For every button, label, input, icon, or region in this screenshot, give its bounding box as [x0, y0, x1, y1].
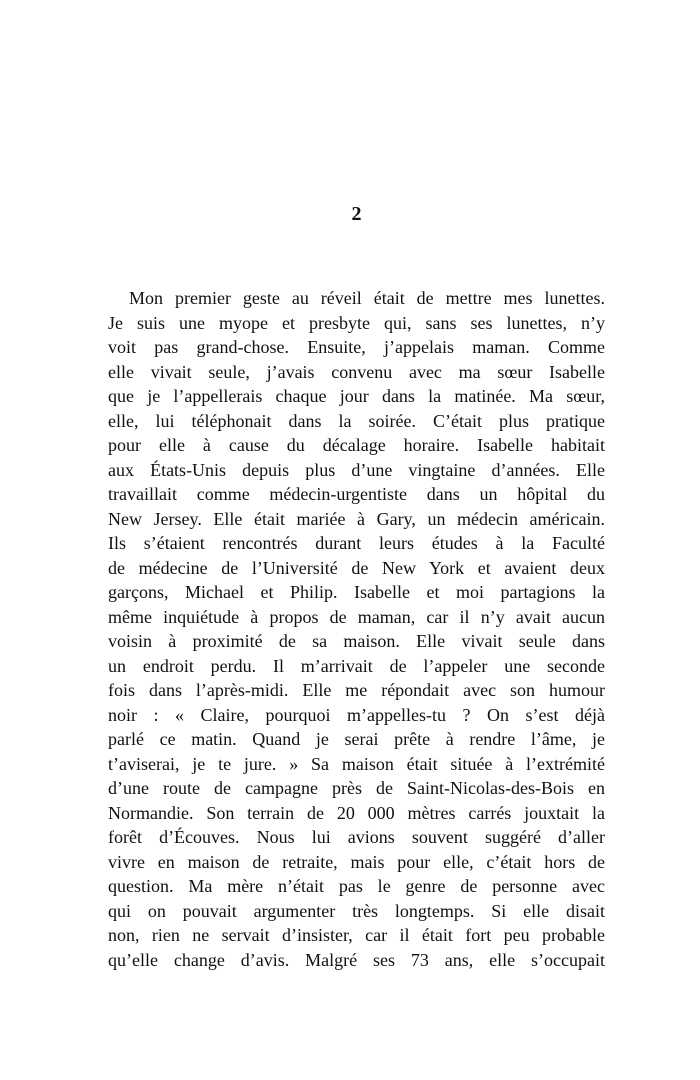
body-text-line: qui on pouvait argumenter très longtemps. Si elle disait: [108, 900, 605, 921]
body-text-line: de médecine de l’Université de New York et avaient deux: [108, 557, 605, 578]
body-text-line: non, rien ne servait d’insister, car il était fort peu probable: [108, 925, 605, 945]
body-text-line: Ils s’étaient rencontrés durant leurs études à la Faculté: [108, 533, 605, 553]
body-text-line: même inquiétude à propos de maman, car il n’y avait aucun: [108, 606, 605, 627]
body-text-line: Normandie. Son terrain de 20 000 mètres carrés jouxtait la: [108, 802, 605, 823]
body-text-line: parlé ce matin. Quand je serai prête à rendre l’âme, je: [108, 729, 605, 749]
body-text-line: d’une route de campagne près de Saint-Nicolas-des-Bois en: [108, 778, 605, 798]
body-text-line: voisin à proximité de sa maison. Elle vivait seule dans: [108, 631, 605, 651]
body-text-line: fois dans l’après-midi. Elle me répondait avec son humour: [108, 680, 605, 700]
body-text-line: noir : « Claire, pourquoi m’appelles-tu ? On s’est déjà: [108, 704, 605, 725]
body-text-line: travaillait comme médecin-urgentiste dans un hôpital du: [108, 484, 605, 504]
body-text-block: [108, 286, 605, 972]
body-text-line: un endroit perdu. Il m’arrivait de l’appeler une seconde: [108, 655, 605, 676]
body-text-line: voit pas grand-chose. Ensuite, j’appelais maman. Comme: [108, 337, 605, 357]
body-text-line: pour elle à cause du décalage horaire. Isabelle habitait: [108, 435, 605, 455]
body-text-line: New Jersey. Elle était mariée à Gary, un médecin américain.: [108, 508, 605, 529]
body-text-line: Mon premier geste au réveil était de mettre mes lunettes.: [129, 288, 605, 308]
chapter-number: 2: [351, 203, 362, 225]
body-text-line: question. Ma mère n’était pas le genre de personne avec: [108, 876, 605, 896]
body-text-line: garçons, Michael et Philip. Isabelle et moi partagions la: [108, 582, 605, 602]
body-text-line: elle, lui téléphonait dans la soirée. C’était plus pratique: [108, 410, 605, 431]
body-text-line: t’aviserai, je te jure. » Sa maison était située à l’extrémité: [108, 753, 605, 774]
body-text-line: aux États-Unis depuis plus d’une vingtaine d’années. Elle: [108, 459, 605, 480]
body-text-line: elle vivait seule, j’avais convenu avec ma sœur Isabelle: [108, 361, 605, 382]
body-text-line: qu’elle change d’avis. Malgré ses 73 ans, elle s’occupait: [108, 949, 605, 970]
body-text-line: forêt d’Écouves. Nous lui avions souvent suggéré d’aller: [108, 827, 605, 847]
body-text-line: que je l’appellerais chaque jour dans la matinée. Ma sœur,: [108, 386, 605, 406]
body-text-line: vivre en maison de retraite, mais pour elle, c’était hors de: [108, 851, 605, 872]
body-text-line: Je suis une myope et presbyte qui, sans ses lunettes, n’y: [108, 312, 605, 333]
